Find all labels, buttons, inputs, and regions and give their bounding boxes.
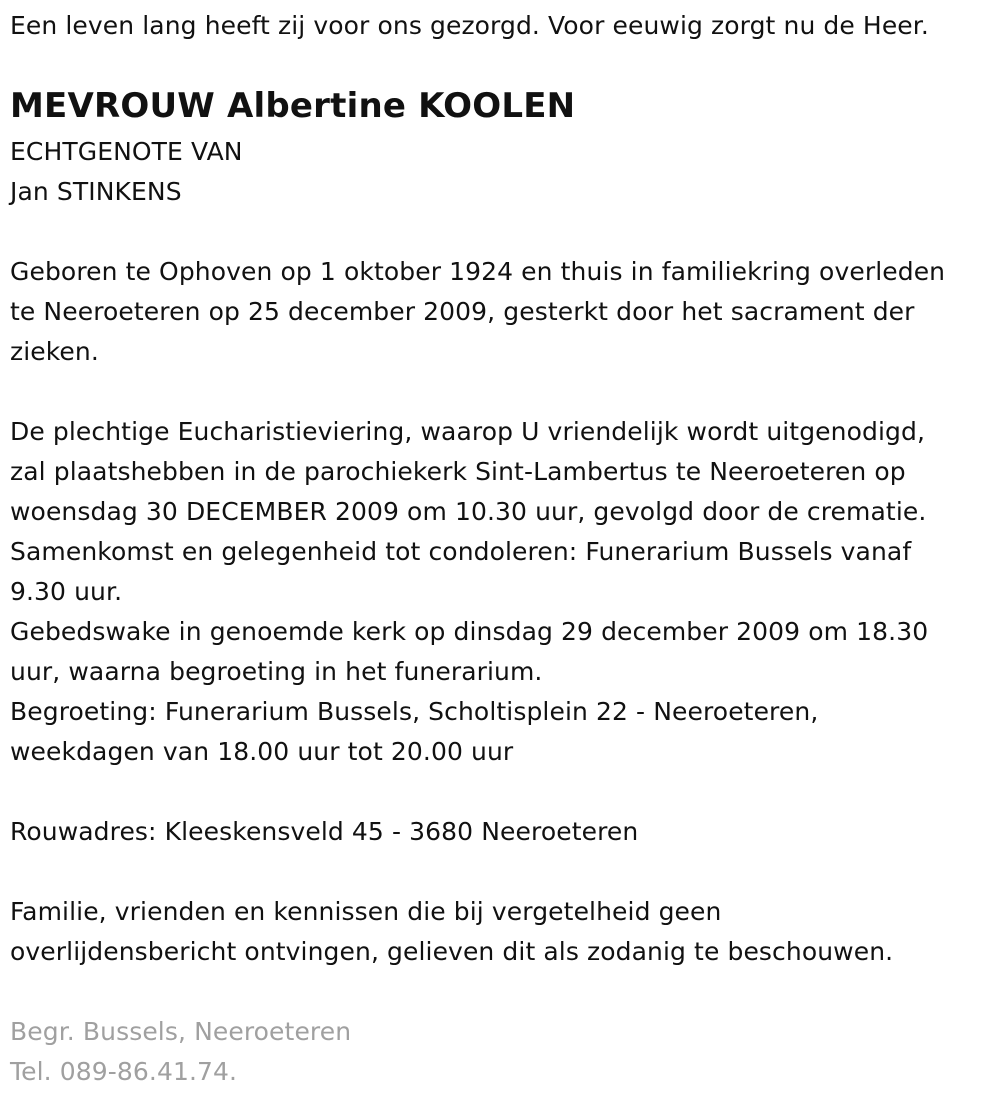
spouse-block	[10, 132, 1000, 212]
deceased-name: MEVROUW Albertine KOOLEN	[10, 86, 576, 126]
spouse-name: Jan STINKENS	[10, 177, 182, 206]
birth-death-paragraph	[10, 252, 1000, 372]
mourning-address: Rouwadres: Kleeskensveld 45 - 3680 Neeroeteren	[10, 817, 639, 846]
footer	[10, 1012, 1000, 1092]
text-line: De plechtige Eucharistieviering, waarop U vriendelijk wordt uitgenodigd,	[10, 417, 925, 446]
text-line: Familie, vrienden en kennissen die bij vergetelheid geen	[10, 897, 722, 926]
text-line: uur, waarna begroeting in het funerarium.	[10, 657, 543, 686]
notice-paragraph	[10, 892, 1000, 972]
text-line: 9.30 uur.	[10, 577, 123, 606]
ceremony-paragraph	[10, 412, 1000, 772]
text-line: Samenkomst en gelegenheid tot condoleren: Funerarium Bussels vanaf	[10, 537, 912, 566]
spouse-label: ECHTGENOTE VAN	[10, 137, 243, 166]
undertaker-name: Begr. Bussels, Neeroeteren	[10, 1017, 352, 1046]
text-line: Geboren te Ophoven op 1 oktober 1924 en thuis in familiekring overleden	[10, 257, 946, 286]
text-line: Begroeting: Funerarium Bussels, Scholtisplein 22 - Neeroeteren,	[10, 697, 819, 726]
motto: Een leven lang heeft zij voor ons gezorgd. Voor eeuwig zorgt nu de Heer.	[10, 11, 929, 40]
text-line: zal plaatshebben in de parochiekerk Sint-Lambertus te Neeroeteren op	[10, 457, 906, 486]
text-line: weekdagen van 18.00 uur tot 20.00 uur	[10, 737, 514, 766]
text-line: woensdag 30 DECEMBER 2009 om 10.30 uur, gevolgd door de crematie.	[10, 497, 927, 526]
text-line: Gebedswake in genoemde kerk op dinsdag 29 december 2009 om 18.30	[10, 617, 929, 646]
text-line: zieken.	[10, 337, 99, 366]
text-line: te Neeroeteren op 25 december 2009, gesterkt door het sacrament der	[10, 297, 915, 326]
text-line: overlijdensbericht ontvingen, gelieven dit als zodanig te beschouwen.	[10, 937, 894, 966]
undertaker-phone: Tel. 089-86.41.74.	[10, 1057, 238, 1086]
address-paragraph	[10, 812, 1000, 852]
